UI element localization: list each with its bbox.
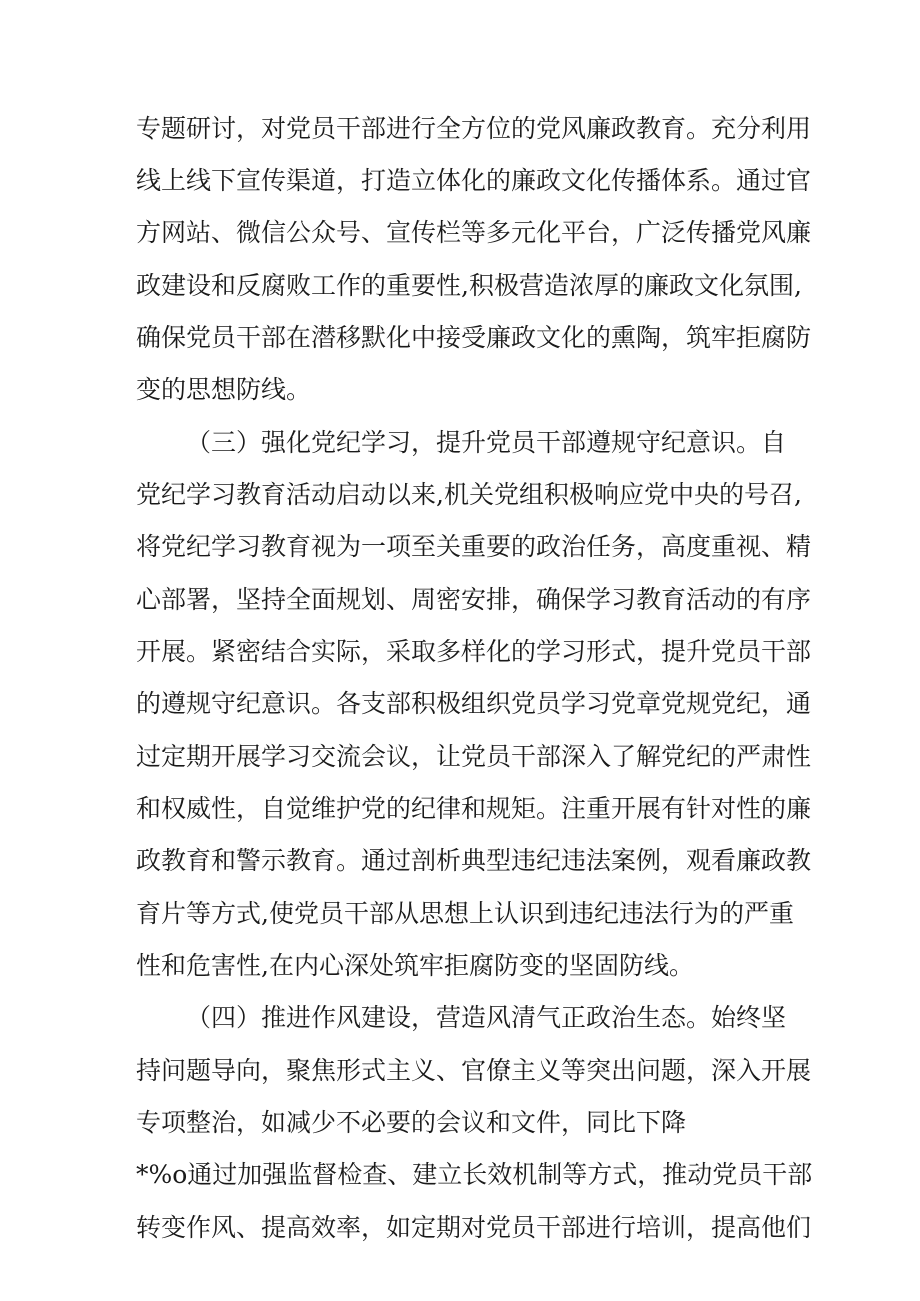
text-line-16: 育片等方式,使党员干部从思想上认识到违纪违法行为的严重 bbox=[136, 899, 794, 928]
text-line-9: 将党纪学习教育视为一项至关重要的政治任务，高度重视、精 bbox=[136, 532, 812, 561]
text-line-1: 专题研讨，对党员干部进行全方位的党风廉政教育。充分利用 bbox=[136, 114, 812, 143]
text-line-11: 开展。紧密结合实际，采取多样化的学习形式，提升党员干部 bbox=[136, 637, 812, 666]
text-line-15: 政教育和警示教育。通过剖析典型违纪违法案例，观看廉政教 bbox=[136, 846, 812, 875]
section-heading-4: （四）推进作风建设，营造风清气正政治生态。始终坚 bbox=[186, 1003, 787, 1032]
text-line-5: 确保党员干部在潜移默化中接受廉政文化的熏陶，筑牢拒腐防 bbox=[136, 323, 812, 352]
text-line-22: 转变作风、提高效率，如定期对党员干部进行培训，提高他们 bbox=[136, 1213, 812, 1242]
text-line-6: 变的思想防线。 bbox=[136, 375, 312, 404]
text-line-17: 性和危害性,在内心深处筑牢拒腐防变的坚固防线。 bbox=[136, 951, 694, 980]
text-line-21: *%o通过加强监督检查、建立长效机制等方式，推动党员干部 bbox=[136, 1160, 813, 1189]
text-line-12: 的遵规守纪意识。各支部积极组织党员学习党章党规党纪，通 bbox=[136, 689, 812, 718]
text-line-10: 心部署，坚持全面规划、周密安排，确保学习教育活动的有序 bbox=[136, 585, 812, 614]
text-line-3: 方网站、微信公众号、宣传栏等多元化平台，广泛传播党风廉 bbox=[136, 218, 812, 247]
section-heading-3: （三）强化党纪学习，提升党员干部遵规守纪意识。自 bbox=[186, 428, 787, 457]
text-line-2: 线上线下宣传渠道，打造立体化的廉政文化传播体系。通过官 bbox=[136, 166, 812, 195]
text-line-19: 持问题导向，聚焦形式主义、官僚主义等突出问题，深入开展 bbox=[136, 1056, 812, 1085]
text-line-14: 和权威性，自觉维护党的纪律和规矩。注重开展有针对性的廉 bbox=[136, 794, 812, 823]
text-line-4: 政建设和反腐败工作的重要性,积极营造浓厚的廉政文化氛围, bbox=[136, 271, 802, 300]
text-line-8: 党纪学习教育活动启动以来,机关党组积极响应党中央的号召, bbox=[136, 480, 802, 509]
text-line-20: 专项整治，如减少不必要的会议和文件，同比下降 bbox=[136, 1108, 687, 1137]
text-line-13: 过定期开展学习交流会议，让党员干部深入了解党纪的严肃性 bbox=[136, 742, 812, 771]
